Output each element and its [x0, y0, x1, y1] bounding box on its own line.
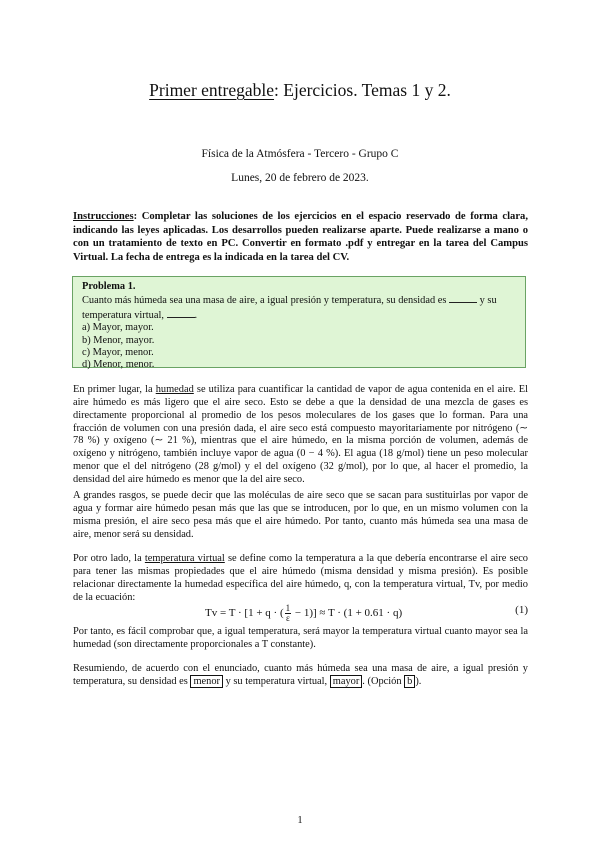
answer-blank-1	[449, 293, 477, 303]
title-rest: : Ejercicios. Temas 1 y 2.	[274, 80, 451, 100]
equation-number: (1)	[515, 604, 528, 616]
p5-text-c: . (Opción	[362, 675, 405, 687]
answer-option: b	[404, 675, 415, 688]
statement-end: .	[194, 309, 198, 321]
equation-1	[73, 598, 528, 624]
p3-text-a: Por otro lado, la	[73, 553, 145, 564]
answer-blank-2	[167, 308, 195, 318]
course-subtitle: Física de la Atmósfera - Tercero - Grupo C	[201, 148, 399, 160]
p5-text-a: Resumiendo, de acuerdo con el enunciado, cuanto más húmeda sea una masa de aire, a igual presión y temperatura, su densidad es	[73, 663, 528, 687]
option-c: c) Mayor, menor.	[82, 347, 154, 359]
p1-text-a: En primer lugar, la	[73, 384, 156, 395]
option-b: b) Menor, mayor.	[82, 334, 155, 346]
paragraph-summary	[73, 663, 528, 689]
fraction-denominator: ε	[285, 613, 290, 623]
instructions-text: : Completar las soluciones de los ejercicios en el espacio reservado de forma clara, indicando las leyes aplicadas. Los desarrollos pueden realizarse aparte. Puede realizarse a mano o con un tratamiento de texto en PC. Convertir en formato .pdf y entregar en la tarea del Campus Virtual. La fecha de entrega es la indicada en la tarea del CV.	[73, 211, 528, 263]
paragraph-virtual-temperature	[73, 553, 528, 604]
p5-text-b: y su temperatura virtual,	[222, 675, 330, 687]
answer-density: menor	[190, 675, 223, 688]
page-title	[0, 80, 600, 101]
equation-lhs: Tv = T · [1 + q · (	[205, 607, 284, 620]
fraction-numerator: 1	[285, 603, 291, 613]
problem-heading: Problema 1.	[82, 281, 136, 292]
equation-body	[205, 604, 402, 623]
instructions-label: Instrucciones	[73, 211, 134, 222]
paragraph-conclusion: Por tanto, es fácil comprobar que, a igual temperatura, será mayor la temperatura virtual cuanto mayor sea la humedad (son directamente proporcionales a T constante).	[73, 626, 528, 650]
p3-text-b: se define como la temperatura a la que debería encontrarse el aire seco para tener las mismas propiedades que el aire húmedo (misma densidad y misma presión). Es posible relacionar directamente la humedad específica del aire húmedo, q, con la temperatura virtual, Tv, por medio de la ecuación:	[73, 553, 528, 603]
date-subtitle: Lunes, 20 de febrero de 2023.	[231, 172, 369, 184]
problem-box	[72, 276, 526, 371]
p5-text-d: ).	[415, 675, 422, 687]
answer-virtual-temp: mayor	[330, 675, 363, 688]
page-number: 1	[297, 815, 303, 826]
problem-statement	[82, 293, 516, 322]
equation-fraction	[285, 604, 292, 623]
paragraph-humedad	[73, 384, 528, 487]
paragraph-molecules: A grandes rasgos, se puede decir que las moléculas de aire seco que se sacan para sustituirlas por vapor de agua y formar aire húmedo pesan más que las que se introducen, por lo que, en un mismo volumen con la misma presión, el aire seco pesa más que el aire húmedo. Por tanto, cuanto más húmeda sea una masa de aire, menor será su densidad.	[73, 490, 528, 540]
p1-text-b: se utiliza para cuantificar la cantidad de vapor de agua contenida en el aire. El aire húmedo es más ligero que el aire seco. Esto se debe a que la densidad de una mezcla de gases es directamente proporcional al promedio de los pesos moleculares de los gases que lo forman. Para una fracción de volumen con una presión dada, el aire seco está compuesto mayoritariamente por nitrógeno (∼ 78 %) y oxígeno (∼ 21 %), mientras que el aire húmedo, en la misma porción de volumen, además de oxígeno y nitrógeno, también incluye vapor de agua (0 − 4 %). El agua (18 g/mol) tiene un peso molecular menor que el del nitrógeno (28 g/mol) y el del oxígeno (32 g/mol), por lo que, al hacer el promedio, la densidad del aire húmedo es menor que la del aire seco.	[73, 384, 528, 485]
option-d: d) Menor, menor.	[82, 359, 155, 371]
title-underlined: Primer entregable	[149, 80, 275, 100]
term-humedad: humedad	[155, 384, 194, 395]
option-a: a) Mayor, mayor.	[82, 322, 154, 334]
equation-rhs: − 1)] ≈ T · (1 + 0.61 · q)	[292, 607, 403, 620]
statement-part-b: y su temperatura virtual,	[82, 295, 497, 321]
term-temperatura-virtual: temperatura virtual	[144, 553, 225, 564]
statement-part-a: Cuanto más húmeda sea una masa de aire, a igual presión y temperatura, su densidad es	[82, 295, 447, 307]
instructions	[73, 210, 528, 264]
